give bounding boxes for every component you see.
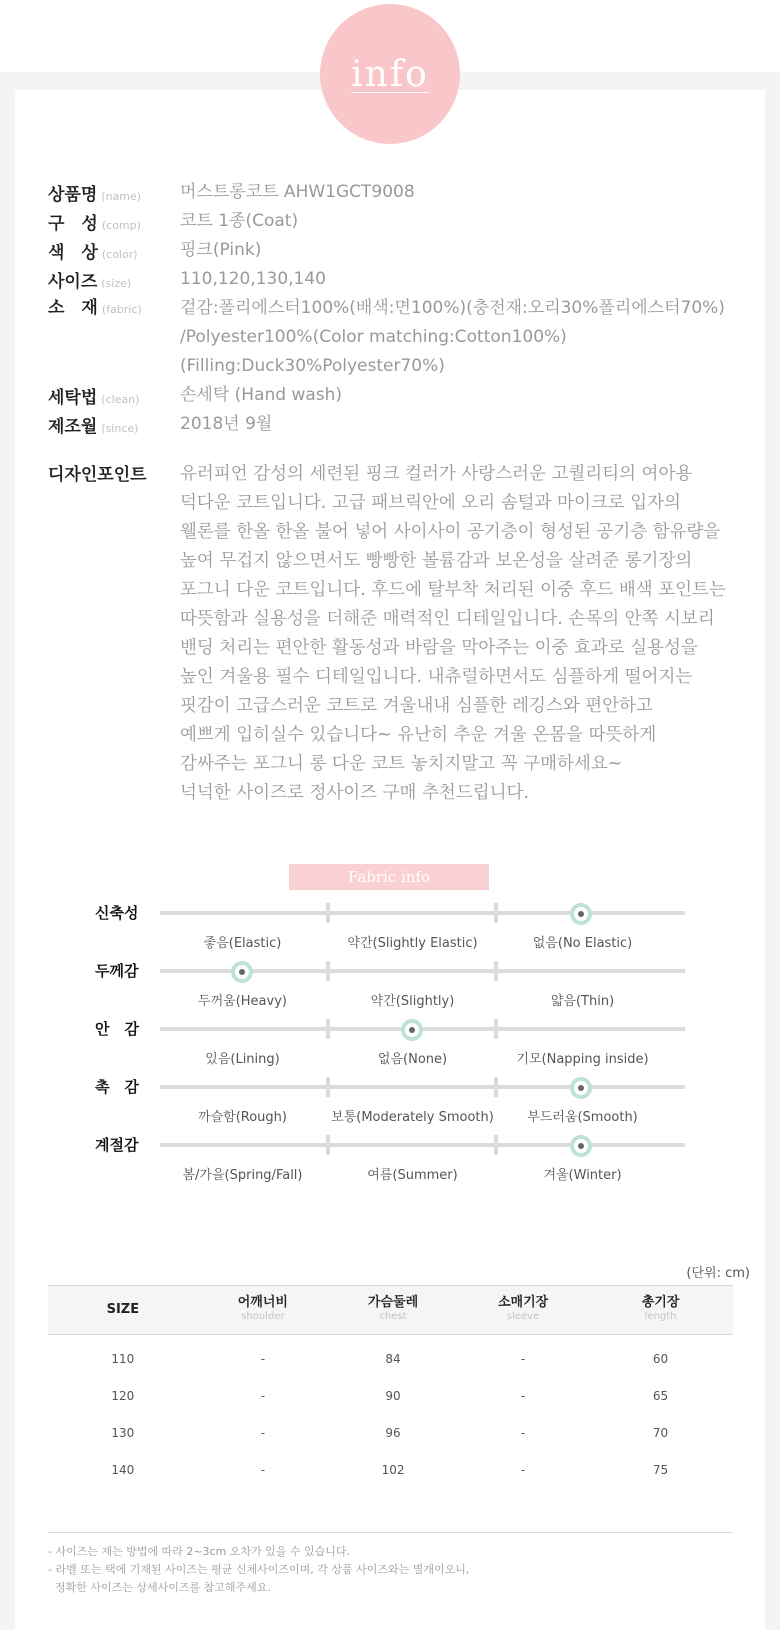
fabric-row-label: 신축성 [95, 904, 139, 922]
fabric-option-label: 여름(Summer) [367, 1168, 458, 1183]
info-value [180, 178, 415, 207]
fabric-option-label: 봄/가을(Spring/Fall) [182, 1168, 303, 1183]
fabric-selected-marker [570, 1077, 592, 1099]
fabric-row-label: 두께감 [95, 962, 139, 980]
design-point-line: 높여 무겁지 않으면서도 빵빵한 볼륨감과 보온성을 살려준 롱기장의 [180, 551, 693, 571]
fabric-row-label: 안 감 [95, 1020, 139, 1038]
info-row [48, 381, 758, 410]
size-table-cell: - [520, 1351, 526, 1366]
fabric-selected-marker [570, 1135, 592, 1157]
fabric-option-label: 없음(No Elastic) [532, 936, 633, 951]
design-point-line: 웰론를 한올 한올 불어 넣어 사이사이 공기층이 형성된 공기층 함유량을 [180, 522, 721, 542]
info-label: 세탁법 (clean) [48, 388, 140, 408]
size-unit: (단위: cm) [686, 1266, 750, 1281]
size-table-header-cell: 어깨너비 shoulder [198, 1286, 328, 1335]
info-value-line: (Filling:Duck30%Polyester70%) [180, 356, 445, 376]
design-point-line: 유러피언 감성의 세련된 핑크 컬러가 사랑스러운 고퀄리티의 여아용 [180, 464, 693, 484]
size-table-header-sub: shoulder [241, 1311, 285, 1322]
size-table-header-cell: 총기장 length [588, 1286, 733, 1335]
size-table-cell: 90 [385, 1388, 401, 1403]
info-label-sub: (name) [101, 190, 142, 203]
size-table-header-cell: 소매기장 sleeve [458, 1286, 588, 1335]
info-value [180, 410, 272, 439]
design-point-line: 높인 겨울용 필수 디테일입니다. 내츄럴하면서도 심플하게 떨어지는 [180, 667, 693, 687]
design-point-line: 넉넉한 사이즈로 정사이즈 구매 추천드립니다. [180, 783, 530, 803]
fabric-scale-track [160, 911, 685, 915]
info-value-line: 110,120,130,140 [180, 269, 327, 289]
fabric-option-label: 기모(Napping inside) [516, 1052, 649, 1067]
fabric-scale-divider [494, 1019, 498, 1039]
size-notes [48, 1532, 733, 1597]
size-table [48, 1285, 733, 1488]
size-table-header-cell: 가슴둘레 chest [328, 1286, 458, 1335]
info-badge [320, 4, 460, 144]
size-table-cell: - [520, 1462, 526, 1477]
info-label-sub: (comp) [101, 219, 141, 232]
info-value-line: 핑크(Pink) [180, 240, 262, 260]
fabric-selected-marker [231, 961, 253, 983]
fabric-scale-divider [494, 1135, 498, 1155]
size-table-cell: 84 [385, 1351, 401, 1366]
design-point-label: 디자인포인트 [48, 465, 147, 485]
info-row [48, 265, 758, 294]
info-label-sub: (clean) [101, 393, 140, 406]
fabric-option-label: 얇음(Thin) [550, 994, 615, 1009]
design-point-line: 감싸주는 포그니 롱 다운 코트 놓치지말고 꼭 구매하세요~ [180, 754, 623, 774]
info-value-line: 머스트롱코트 AHW1GCT9008 [180, 182, 415, 202]
size-table-header [48, 1286, 733, 1335]
size-table-cell: - [520, 1388, 526, 1403]
fabric-scale-track [160, 1085, 685, 1089]
fabric-scale-divider [326, 1077, 330, 1097]
info-label-sub: (fabric) [101, 303, 142, 316]
fabric-selected-marker [570, 903, 592, 925]
size-table-cell: 96 [385, 1425, 401, 1440]
size-note-line: - 사이즈는 재는 방법에 따라 2~3cm 오차가 있을 수 있습니다. [48, 1545, 351, 1558]
info-value-line: 겉감:폴리에스터100%(배색:면100%)(충전재:오리30%폴리에스터70%) [180, 298, 725, 318]
info-value-line: /Polyester100%(Color matching:Cotton100%) [180, 327, 567, 347]
info-row [48, 236, 758, 265]
design-point-line: 예쁘게 입히실수 있습니다~ 유난히 추운 겨울 온몸을 따뜻하게 [180, 725, 657, 745]
fabric-info-title: Fabric info [289, 864, 489, 890]
size-table-cell: - [260, 1462, 266, 1477]
table-row [48, 1335, 733, 1378]
fabric-row [95, 902, 685, 962]
fabric-scale-divider [326, 903, 330, 923]
fabric-row-label: 촉 감 [95, 1078, 139, 1096]
design-point-line: 포그니 다운 코트입니다. 후드에 탈부착 처리된 이중 후드 배색 포인트는 [180, 580, 726, 600]
size-table-header-sub: length [644, 1311, 677, 1322]
info-row [48, 294, 758, 381]
size-table-body [48, 1335, 733, 1489]
size-table-cell: 60 [652, 1351, 669, 1366]
size-note-line: 정확한 사이즈는 상세사이즈를 참고해주세요. [48, 1581, 271, 1594]
info-row [48, 207, 758, 236]
design-point-line: 핏감이 고급스러운 코트로 겨울내내 심플한 레깅스와 편안하고 [180, 696, 653, 716]
size-table-cell: 65 [652, 1388, 669, 1403]
fabric-option-label: 있음(Lining) [205, 1052, 280, 1067]
fabric-option-label: 약간(Slightly) [370, 994, 455, 1009]
fabric-option-label: 두꺼움(Heavy) [198, 994, 287, 1009]
fabric-selected-marker [401, 1019, 423, 1041]
info-row [48, 178, 758, 207]
info-value-line: 코트 1종(Coat) [180, 211, 299, 231]
info-label: 사이즈 (size) [48, 272, 132, 292]
size-table-cell: 130 [111, 1425, 135, 1440]
info-badge-label: info [351, 53, 429, 95]
info-value-line: 2018년 9월 [180, 414, 273, 434]
size-note-line: - 라벨 또는 택에 기재된 사이즈는 평균 신체사이즈이며, 각 상품 사이즈와는 별개이오니, [48, 1563, 470, 1576]
fabric-option-label: 부드러움(Smooth) [527, 1110, 638, 1125]
info-label: 구 성 (comp) [48, 214, 141, 234]
size-table-cell: 75 [652, 1462, 669, 1477]
info-value [180, 207, 298, 236]
size-table-cell: 120 [111, 1388, 135, 1403]
fabric-option-label: 좋음(Elastic) [203, 936, 282, 951]
info-label: 소 재 (fabric) [48, 298, 142, 318]
table-row [48, 1451, 733, 1488]
table-row [48, 1414, 733, 1451]
design-point-line: 따뜻함과 실용성을 더해준 매력적인 디테일입니다. 손목의 안쪽 시보리 [180, 609, 715, 629]
info-label-sub: (since) [101, 422, 139, 435]
product-info-list [48, 178, 758, 439]
size-table-cell: - [520, 1425, 526, 1440]
fabric-scale-divider [326, 961, 330, 981]
size-table-header-cell: SIZE [48, 1286, 198, 1335]
table-row [48, 1377, 733, 1414]
fabric-row [95, 960, 685, 1020]
fabric-option-label: 약간(Slightly Elastic) [347, 936, 478, 951]
design-point-line: 덕다운 코트입니다. 고급 패브릭안에 오리 솜털과 마이크로 입자의 [180, 493, 681, 513]
fabric-row-label: 계절감 [95, 1136, 139, 1154]
size-table-cell: 102 [381, 1462, 405, 1477]
info-value [180, 236, 261, 265]
fabric-scale-divider [494, 961, 498, 981]
fabric-option-label: 까슬함(Rough) [198, 1110, 287, 1125]
size-table-cell: - [260, 1425, 266, 1440]
info-value-line: 손세탁 (Hand wash) [180, 385, 343, 405]
size-table-cell: - [260, 1351, 266, 1366]
fabric-scale-divider [326, 1135, 330, 1155]
info-value [180, 381, 342, 410]
size-table-cell: 110 [111, 1351, 135, 1366]
design-point-text [180, 460, 726, 808]
fabric-scale-divider [326, 1019, 330, 1039]
fabric-scale-divider [494, 903, 498, 923]
info-label-sub: (size) [101, 277, 132, 290]
info-label: 제조월 (since) [48, 417, 139, 437]
info-row [48, 410, 758, 439]
info-value [180, 265, 326, 294]
fabric-row [95, 1018, 685, 1078]
fabric-option-label: 없음(None) [377, 1052, 448, 1067]
design-point-line: 밴딩 처리는 편안한 활동성과 바람을 막아주는 이중 효과로 실용성을 [180, 638, 698, 658]
size-table-cell: 140 [111, 1462, 135, 1477]
fabric-option-label: 보통(Moderately Smooth) [331, 1110, 494, 1125]
info-label: 색 상 (color) [48, 243, 138, 263]
size-table-cell: 70 [652, 1425, 669, 1440]
fabric-scale-divider [494, 1077, 498, 1097]
info-label-sub: (color) [101, 248, 138, 261]
fabric-row [95, 1076, 685, 1136]
size-table-header-sub: sleeve [506, 1311, 540, 1322]
design-point [48, 460, 758, 808]
fabric-scale-track [160, 1143, 685, 1147]
fabric-row [95, 1134, 685, 1194]
fabric-option-label: 겨울(Winter) [543, 1168, 622, 1183]
size-table-cell: - [260, 1388, 266, 1403]
size-table-header-sub: chest [379, 1311, 407, 1322]
info-label: 상품명 (name) [48, 185, 142, 205]
info-value [180, 294, 725, 381]
